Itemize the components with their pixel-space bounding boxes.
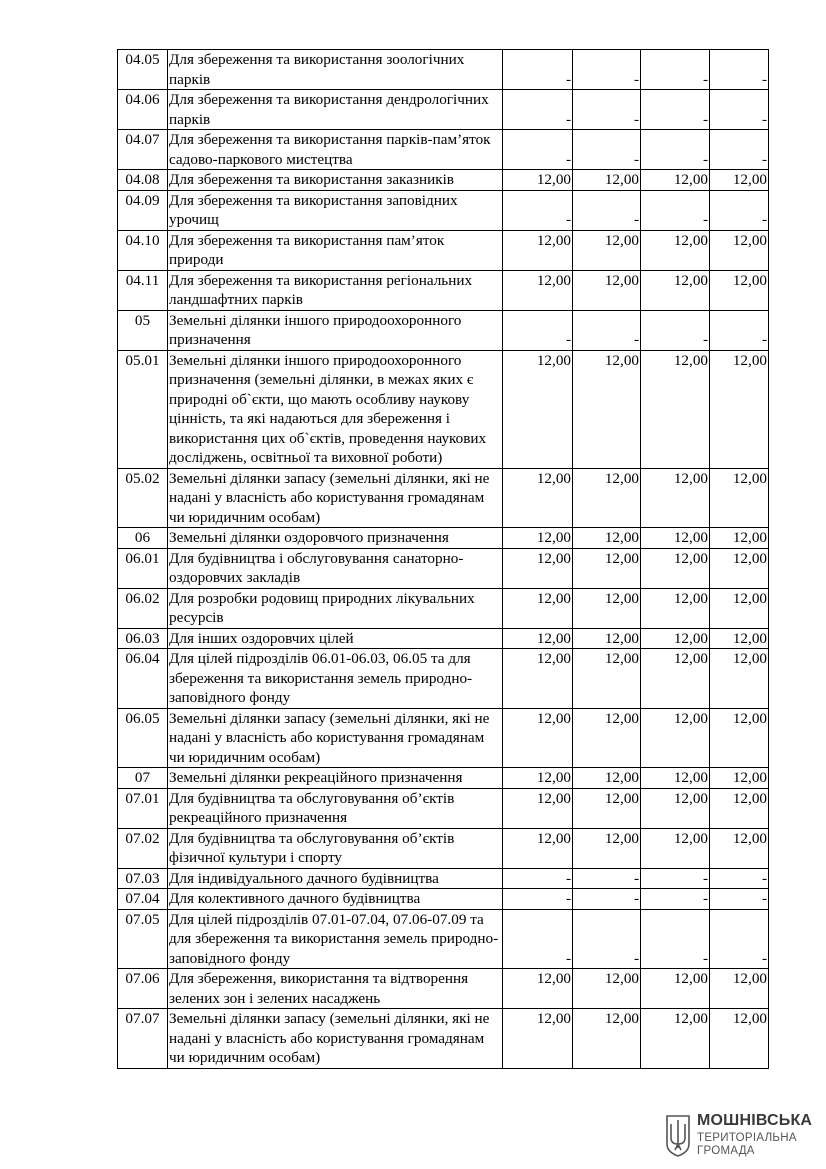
row-code: 06 xyxy=(118,528,168,549)
rate-value: 12,00 xyxy=(503,350,573,468)
table-row xyxy=(118,90,769,130)
rate-value: 12,00 xyxy=(503,828,573,868)
row-code: 04.10 xyxy=(118,230,168,270)
rate-value: 12,00 xyxy=(710,768,769,789)
rate-value: 12,00 xyxy=(573,350,641,468)
rate-value: 12,00 xyxy=(641,708,710,768)
rate-value: 12,00 xyxy=(573,768,641,789)
row-name: Земельні ділянки запасу (земельні ділянки, які не надані у власність або користування громадянам чи юридичним особам) xyxy=(168,1009,503,1069)
table-row xyxy=(118,468,769,528)
rate-value: 12,00 xyxy=(710,468,769,528)
rate-value: - xyxy=(710,50,769,90)
rate-value: - xyxy=(641,90,710,130)
rate-value: 12,00 xyxy=(710,628,769,649)
row-code: 04.09 xyxy=(118,190,168,230)
rate-value: 12,00 xyxy=(503,528,573,549)
row-code: 05 xyxy=(118,310,168,350)
rate-value: 12,00 xyxy=(641,528,710,549)
rate-value: - xyxy=(641,909,710,969)
table-row xyxy=(118,628,769,649)
rate-value: - xyxy=(710,868,769,889)
rate-value: - xyxy=(573,310,641,350)
rate-value: 12,00 xyxy=(573,788,641,828)
rate-value: 12,00 xyxy=(573,828,641,868)
row-code: 07.06 xyxy=(118,969,168,1009)
rate-value: - xyxy=(503,310,573,350)
rate-value: - xyxy=(710,90,769,130)
rate-value: 12,00 xyxy=(641,350,710,468)
rate-value: 12,00 xyxy=(503,170,573,191)
rate-value: 12,00 xyxy=(573,708,641,768)
row-name: Для цілей підрозділів 07.01-07.04, 07.06-07.09 та для збереження та використання земель природно-заповідного фонду xyxy=(168,909,503,969)
rate-value: - xyxy=(710,310,769,350)
rate-value: - xyxy=(641,889,710,910)
rate-value: 12,00 xyxy=(710,170,769,191)
land-tax-rates-table xyxy=(117,49,769,1069)
row-code: 07.04 xyxy=(118,889,168,910)
logo-subtitle-line2: ГРОМАДА xyxy=(697,1145,755,1157)
rate-value: 12,00 xyxy=(503,708,573,768)
rate-value: 12,00 xyxy=(641,649,710,709)
rate-value: - xyxy=(641,190,710,230)
rate-value: 12,00 xyxy=(503,230,573,270)
row-name: Для збереження та використання заказників xyxy=(168,170,503,191)
rate-value: 12,00 xyxy=(573,628,641,649)
table-row xyxy=(118,1009,769,1069)
rate-value: 12,00 xyxy=(641,468,710,528)
table-row xyxy=(118,170,769,191)
rate-value: 12,00 xyxy=(573,548,641,588)
row-name: Земельні ділянки іншого природоохоронного призначення (земельні ділянки, в межах яких є природні об`єкти, що мають особливу наукову цінність, та які надаються для збереження і використання цих об`єктів, проведення наукових досліджень, освітньої та виховної роботи) xyxy=(168,350,503,468)
row-name: Для збереження та використання дендрологічних парків xyxy=(168,90,503,130)
rate-value: 12,00 xyxy=(710,649,769,709)
community-logo xyxy=(665,1112,815,1162)
rate-value: 12,00 xyxy=(573,468,641,528)
rate-value: 12,00 xyxy=(641,230,710,270)
rate-value: - xyxy=(573,889,641,910)
rate-value: 12,00 xyxy=(573,270,641,310)
row-code: 06.04 xyxy=(118,649,168,709)
row-name: Для збереження та використання заповідних урочищ xyxy=(168,190,503,230)
rate-value: 12,00 xyxy=(710,230,769,270)
rate-value: - xyxy=(503,909,573,969)
row-name: Земельні ділянки оздоровчого призначення xyxy=(168,528,503,549)
rate-value: 12,00 xyxy=(573,588,641,628)
rate-value: 12,00 xyxy=(710,969,769,1009)
row-name: Для цілей підрозділів 06.01-06.03, 06.05 та для збереження та використання земель природно-заповідного фонду xyxy=(168,649,503,709)
row-name: Для колективного дачного будівництва xyxy=(168,889,503,910)
row-name: Для збереження та використання парків-пам’яток садово-паркового мистецтва xyxy=(168,130,503,170)
row-code: 07.03 xyxy=(118,868,168,889)
table-row xyxy=(118,270,769,310)
rate-value: - xyxy=(573,90,641,130)
rate-value: 12,00 xyxy=(503,1009,573,1069)
rate-value: - xyxy=(503,190,573,230)
rate-value: 12,00 xyxy=(503,588,573,628)
row-name: Для будівництва та обслуговування об’єктів рекреаційного призначення xyxy=(168,788,503,828)
table-row xyxy=(118,768,769,789)
row-code: 04.11 xyxy=(118,270,168,310)
logo-subtitle xyxy=(697,1132,797,1158)
row-name: Для збереження та використання зоологічних парків xyxy=(168,50,503,90)
row-code: 06.03 xyxy=(118,628,168,649)
rate-value: - xyxy=(641,50,710,90)
rate-value: 12,00 xyxy=(710,528,769,549)
table-row xyxy=(118,588,769,628)
rate-value: - xyxy=(641,868,710,889)
rate-value: - xyxy=(573,909,641,969)
row-code: 07.02 xyxy=(118,828,168,868)
row-name: Земельні ділянки запасу (земельні ділянки, які не надані у власність або користування громадянам чи юридичним особам) xyxy=(168,708,503,768)
rate-value: - xyxy=(573,190,641,230)
rate-value: 12,00 xyxy=(573,230,641,270)
rate-value: - xyxy=(710,190,769,230)
row-code: 07.07 xyxy=(118,1009,168,1069)
rate-value: 12,00 xyxy=(573,528,641,549)
row-code: 07.01 xyxy=(118,788,168,828)
rate-value: 12,00 xyxy=(573,170,641,191)
rate-value: - xyxy=(503,130,573,170)
rate-value: 12,00 xyxy=(503,468,573,528)
row-code: 04.07 xyxy=(118,130,168,170)
rate-value: - xyxy=(573,868,641,889)
rate-value: - xyxy=(641,310,710,350)
rate-value: 12,00 xyxy=(573,649,641,709)
rate-value: - xyxy=(503,90,573,130)
rate-value: 12,00 xyxy=(503,969,573,1009)
rate-value: 12,00 xyxy=(503,548,573,588)
rate-value: 12,00 xyxy=(641,628,710,649)
rate-value: - xyxy=(641,130,710,170)
row-code: 04.05 xyxy=(118,50,168,90)
table-row xyxy=(118,310,769,350)
row-code: 04.06 xyxy=(118,90,168,130)
rate-value: - xyxy=(573,50,641,90)
rate-value: 12,00 xyxy=(503,628,573,649)
rate-value: 12,00 xyxy=(710,270,769,310)
rate-value: 12,00 xyxy=(710,1009,769,1069)
rate-value: - xyxy=(573,130,641,170)
row-name: Для збереження та використання регіональних ландшафтних парків xyxy=(168,270,503,310)
rate-value: - xyxy=(710,909,769,969)
row-code: 06.01 xyxy=(118,548,168,588)
rate-value: - xyxy=(710,889,769,910)
row-code: 06.02 xyxy=(118,588,168,628)
table-row xyxy=(118,350,769,468)
table-body xyxy=(118,50,769,1069)
table-row xyxy=(118,548,769,588)
table-row xyxy=(118,969,769,1009)
rate-value: 12,00 xyxy=(641,548,710,588)
table-row xyxy=(118,708,769,768)
row-code: 06.05 xyxy=(118,708,168,768)
row-code: 05.01 xyxy=(118,350,168,468)
rate-value: 12,00 xyxy=(503,788,573,828)
rate-value: 12,00 xyxy=(641,828,710,868)
row-name: Для будівництва і обслуговування санаторно-оздоровчих закладів xyxy=(168,548,503,588)
row-code: 07.05 xyxy=(118,909,168,969)
row-name: Для розробки родовищ природних лікувальних ресурсів xyxy=(168,588,503,628)
row-code: 05.02 xyxy=(118,468,168,528)
table-row xyxy=(118,649,769,709)
rate-value: 12,00 xyxy=(641,768,710,789)
rate-value: 12,00 xyxy=(641,170,710,191)
row-code: 04.08 xyxy=(118,170,168,191)
table-row xyxy=(118,889,769,910)
rate-value: 12,00 xyxy=(573,969,641,1009)
rate-value: - xyxy=(503,889,573,910)
rate-value: 12,00 xyxy=(503,270,573,310)
rate-value: 12,00 xyxy=(641,788,710,828)
rate-value: 12,00 xyxy=(641,1009,710,1069)
rate-value: 12,00 xyxy=(573,1009,641,1069)
row-name: Земельні ділянки іншого природоохоронного призначення xyxy=(168,310,503,350)
table-row xyxy=(118,230,769,270)
rate-value: 12,00 xyxy=(710,548,769,588)
logo-subtitle-line1: ТЕРИТОРІАЛЬНА xyxy=(697,1132,797,1144)
logo-title: МОШНІВСЬКА xyxy=(697,1112,813,1129)
row-name: Земельні ділянки запасу (земельні ділянки, які не надані у власність або користування громадянам чи юридичним особам) xyxy=(168,468,503,528)
row-name: Для інших оздоровчих цілей xyxy=(168,628,503,649)
table-row xyxy=(118,828,769,868)
table-row xyxy=(118,190,769,230)
rate-value: 12,00 xyxy=(641,969,710,1009)
table-row xyxy=(118,909,769,969)
table-row xyxy=(118,788,769,828)
row-name: Для збереження та використання пам’яток природи xyxy=(168,230,503,270)
row-name: Для будівництва та обслуговування об’єктів фізичної культури і спорту xyxy=(168,828,503,868)
rate-value: 12,00 xyxy=(503,649,573,709)
row-code: 07 xyxy=(118,768,168,789)
rate-value: 12,00 xyxy=(710,828,769,868)
rate-value: - xyxy=(503,868,573,889)
row-name: Для індивідуального дачного будівництва xyxy=(168,868,503,889)
rate-value: 12,00 xyxy=(641,588,710,628)
table-row xyxy=(118,528,769,549)
rate-value: 12,00 xyxy=(641,270,710,310)
rate-value: 12,00 xyxy=(710,788,769,828)
row-name: Для збереження, використання та відтворення зелених зон і зелених насаджень xyxy=(168,969,503,1009)
rate-value: - xyxy=(710,130,769,170)
rate-value: 12,00 xyxy=(710,708,769,768)
table-row xyxy=(118,50,769,90)
row-name: Земельні ділянки рекреаційного призначення xyxy=(168,768,503,789)
table-row xyxy=(118,868,769,889)
rate-value: 12,00 xyxy=(710,350,769,468)
table-row xyxy=(118,130,769,170)
trident-emblem-icon xyxy=(665,1114,691,1158)
rate-value: 12,00 xyxy=(710,588,769,628)
rate-value: - xyxy=(503,50,573,90)
rate-value: 12,00 xyxy=(503,768,573,789)
